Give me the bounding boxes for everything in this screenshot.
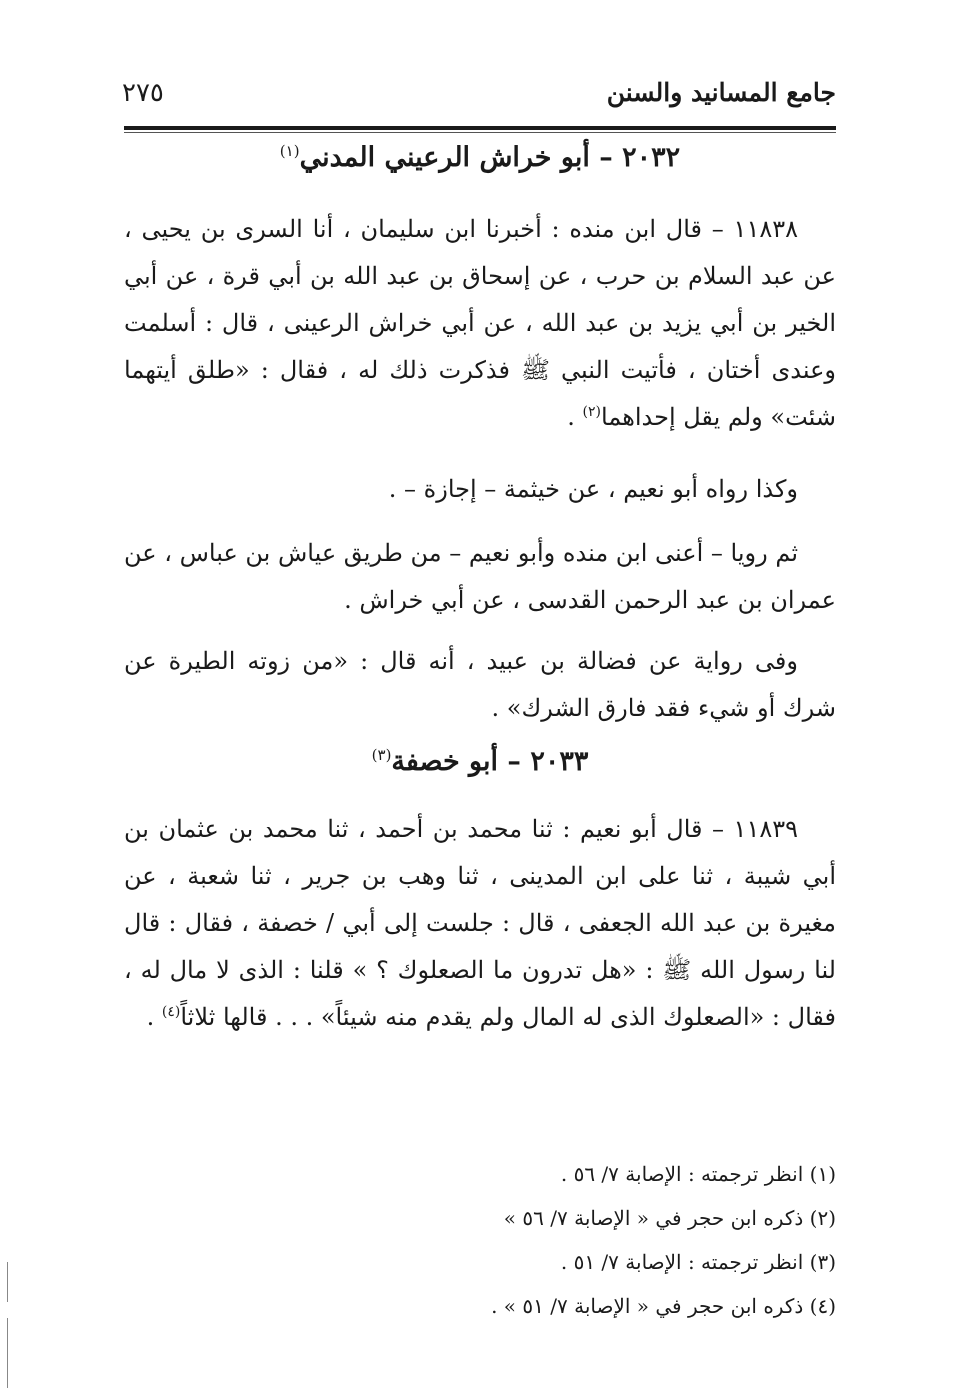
running-header	[122, 78, 836, 122]
section-title: أبو خصفة	[391, 746, 499, 777]
paragraph-text: ثم رويا – أعنى ابن منده وأبو نعيم – من طريق عياش بن عباس ، عن عمران بن عبد الرحمن القدسى ، عن أبي خراش .	[124, 539, 836, 614]
paragraph-text: وكذا رواه أبو نعيم ، عن خيثمة – إجازة – .	[388, 475, 798, 503]
footnote-1: (١) انظر ترجمته : الإصابة ٧/ ٥٦ .	[560, 1162, 836, 1186]
paragraph-text: ١١٨٣٨ – قال ابن منده : أخبرنا ابن سليمان ، أنا السرى بن يحيى ، عن عبد السلام بن حرب ، عن إسحاق بن عبد الله بن أبي قرة ، عن أبي الخير بن أبي يزيد بن عبد الله ، عن أبي خراش الرعينى ، قال : أسلمت وعندى أختان ، فأتيت النبي ﷺ فذكرت ذلك له ، فقال : «طلق أيتهما شئت» ولم يقل إحداهما	[124, 215, 836, 431]
section-number: ٢٠٣٣	[530, 746, 589, 777]
running-title: جامع المسانيد والسنن	[606, 78, 836, 107]
paragraph-ruwaya	[124, 530, 836, 624]
section-title: أبو خراش الرعيني المدني	[299, 142, 590, 173]
heading-dash: –	[589, 142, 613, 173]
footnote-4: (٤) ذكره ابن حجر في « الإصابة ٧/ ٥١ » .	[491, 1294, 836, 1318]
header-rule	[124, 126, 836, 133]
footnote-3: (٣) انظر ترجمته : الإصابة ٧/ ٥١ .	[560, 1250, 836, 1274]
paragraph-11839	[124, 806, 836, 1041]
paragraph-tail: .	[146, 1003, 162, 1031]
footnote-ref: (٤)	[161, 1004, 181, 1020]
footnote-2: (٢) ذكره ابن حجر في « الإصابة ٧/ ٥٦ »	[503, 1206, 836, 1230]
page-number: ٢٧٥	[122, 78, 164, 108]
paragraph-text: ١١٨٣٩ – قال أبو نعيم : ثنا محمد بن أحمد ، ثنا محمد بن عثمان بن أبي شيبة ، ثنا على ابن المدينى ، ثنا وهب بن جرير ، ثنا شعبة ، عن مغيرة بن عبد الله الجعفى ، قال : جلست إلى أبي / خصفة ، فقال : قال لنا رسول الله ﷺ : «هل تدرون ما الصعلوك ؟ » قلنا : الذى لا مال له ، فقال : «الصعلوك الذى له المال ولم يقدم منه شيئاً» . . . قالها ثلاثاً	[124, 815, 836, 1031]
footnote-ref: (٣)	[371, 746, 392, 764]
scan-margin-mark	[7, 1262, 8, 1302]
paragraph-tail: .	[567, 403, 583, 431]
heading-dash: –	[498, 746, 521, 777]
footnote-ref: (٢)	[582, 404, 602, 420]
paragraph-fadala	[124, 638, 836, 732]
paragraph-abu-nuaym	[124, 466, 836, 513]
footnote-ref: (١)	[279, 142, 300, 160]
footnotes	[300, 1152, 836, 1328]
section-heading-2033	[124, 746, 836, 777]
paragraph-text: وفى رواية عن فضالة بن عبيد ، أنه قال : «من زوته الطيرة عن شرك أو شيء فقد فارق الشرك» .	[124, 647, 836, 722]
section-number: ٢٠٣٢	[622, 142, 681, 173]
section-heading-2032	[124, 142, 836, 173]
scan-margin-mark	[7, 1318, 8, 1388]
paragraph-11838	[124, 206, 836, 441]
